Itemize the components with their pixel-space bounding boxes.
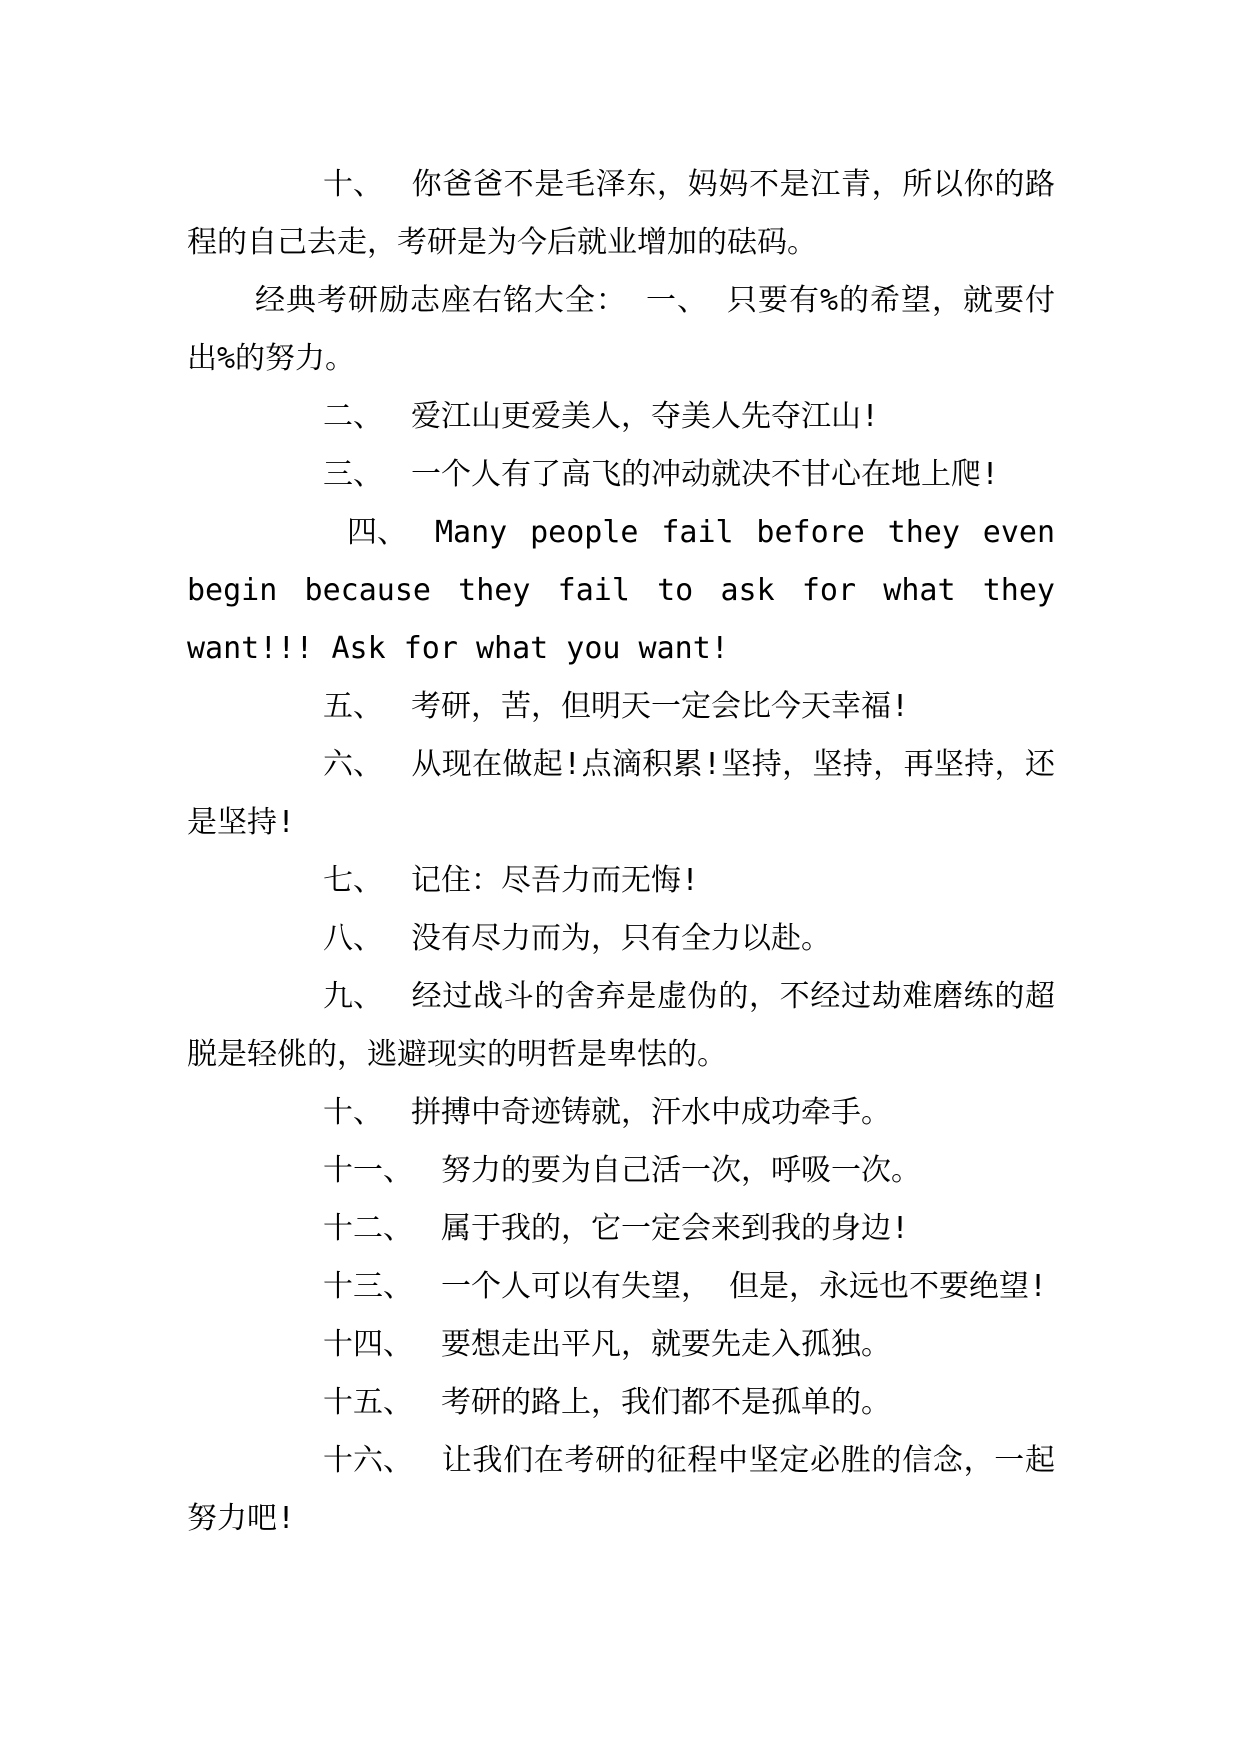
- paragraph: [187, 1200, 1055, 1258]
- paragraph: [187, 446, 1055, 504]
- list-marker: 十、: [323, 167, 383, 202]
- list-marker: 十五、: [323, 1385, 413, 1420]
- paragraph: [187, 852, 1055, 910]
- list-marker: 十一、: [323, 1153, 413, 1188]
- list-marker: 六、: [323, 747, 383, 782]
- paragraph: [187, 1084, 1055, 1142]
- list-marker: 十六、: [323, 1443, 413, 1478]
- paragraph-text: 记住：尽吾力而无悔!: [411, 863, 700, 898]
- list-marker: 十四、: [323, 1327, 413, 1362]
- paragraph: [187, 504, 1055, 678]
- list-marker: 二、: [323, 399, 383, 434]
- list-marker: 三、: [323, 457, 383, 492]
- paragraph-text: 拼搏中奇迹铸就，汗水中成功牵手。: [411, 1095, 891, 1130]
- list-marker: 十三、: [323, 1269, 413, 1304]
- paragraph-text: 没有尽力而为，只有全力以赴。: [411, 921, 831, 956]
- paragraph-text: 要想走出平凡，就要先走入孤独。: [441, 1327, 891, 1362]
- paragraph: [187, 272, 1055, 388]
- paragraph: [187, 1316, 1055, 1374]
- paragraph-text: 经典考研励志座右铭大全： 一、 只要有%的希望，就要付出%的努力。: [187, 283, 1055, 376]
- list-marker: 五、: [323, 689, 383, 724]
- paragraph-text: 你爸爸不是毛泽东，妈妈不是江青，所以你的路程的自己去走，考研是为今后就业增加的砝码。: [187, 167, 1055, 260]
- paragraph-text: 一个人可以有失望， 但是，永远也不要绝望!: [441, 1269, 1048, 1304]
- paragraph-text: 考研的路上，我们都不是孤单的。: [441, 1385, 891, 1420]
- paragraph-text: 努力的要为自己活一次，呼吸一次。: [441, 1153, 921, 1188]
- paragraph-text: Many people fail before they even begin because they fail to ask for what they want!!! Ask for what you want!: [187, 515, 1055, 666]
- document-body: [187, 156, 1055, 1548]
- paragraph-text: 属于我的，它一定会来到我的身边!: [441, 1211, 910, 1246]
- paragraph: [187, 1432, 1055, 1548]
- paragraph: [187, 678, 1055, 736]
- paragraph: [187, 156, 1055, 272]
- paragraph: [187, 1374, 1055, 1432]
- paragraph: [187, 1258, 1055, 1316]
- list-marker: 七、: [323, 863, 383, 898]
- paragraph: [187, 968, 1055, 1084]
- paragraph: [187, 1142, 1055, 1200]
- paragraph: [187, 388, 1055, 446]
- paragraph-text: 一个人有了高飞的冲动就决不甘心在地上爬!: [411, 457, 1000, 492]
- list-marker: 十、: [323, 1095, 383, 1130]
- list-marker: 十二、: [323, 1211, 413, 1246]
- paragraph-text: 让我们在考研的征程中坚定必胜的信念，一起努力吧!: [187, 1443, 1055, 1536]
- paragraph: [187, 736, 1055, 852]
- paragraph-text: 爱江山更爱美人，夺美人先夺江山!: [411, 399, 880, 434]
- list-marker: 八、: [323, 921, 383, 956]
- paragraph-text: 经过战斗的舍弃是虚伪的，不经过劫难磨练的超脱是轻佻的，逃避现实的明哲是卑怯的。: [187, 979, 1055, 1072]
- paragraph-text: 考研，苦，但明天一定会比今天幸福!: [411, 689, 910, 724]
- paragraph: [187, 910, 1055, 968]
- list-marker: 四、: [347, 515, 407, 550]
- list-marker: 九、: [323, 979, 383, 1014]
- paragraph-text: 从现在做起!点滴积累!坚持，坚持，再坚持，还是坚持!: [187, 747, 1055, 840]
